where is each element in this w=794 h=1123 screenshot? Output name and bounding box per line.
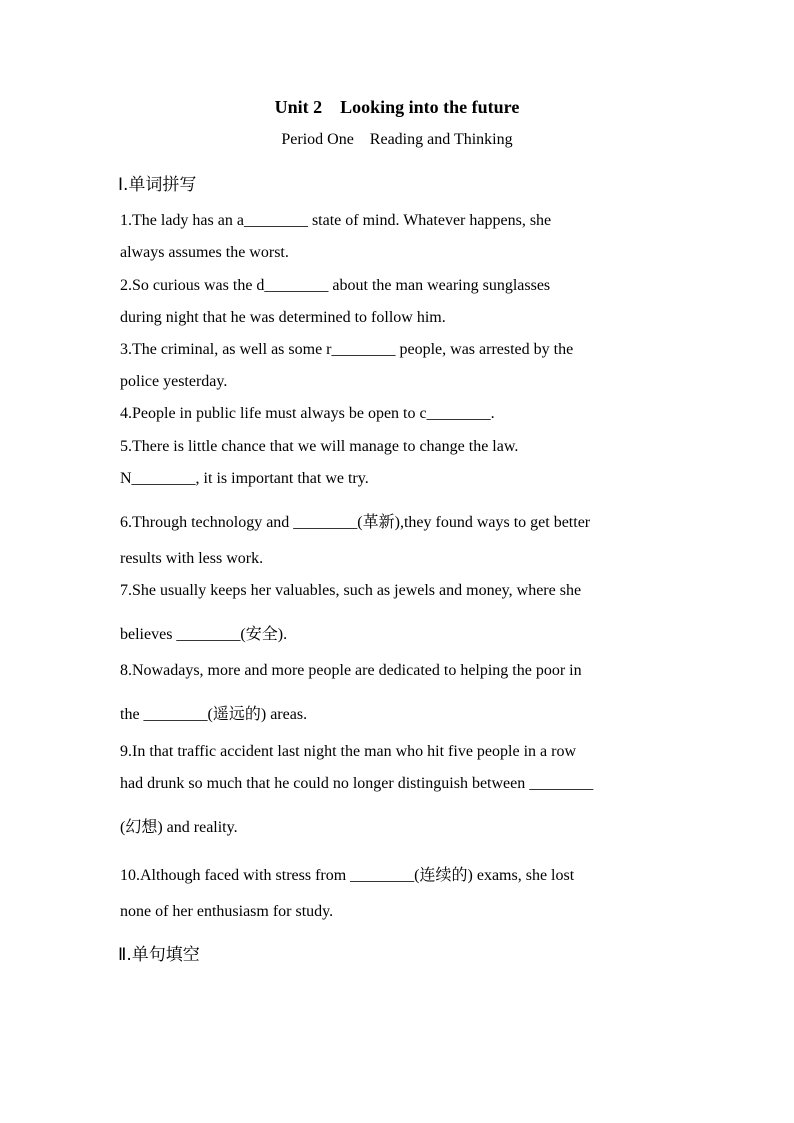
question-7-line-1: 7.She usually keeps her valuables, such as jewels and money, where she bbox=[120, 582, 582, 599]
question-5-line-2: N________, it is important that we try. bbox=[120, 470, 369, 487]
question-1-line-2: always assumes the worst. bbox=[120, 244, 289, 261]
question-9-line-2: had drunk so much that he could no longer distinguish between ________ bbox=[120, 775, 594, 792]
question-7-line-2: believes ________(安全). bbox=[120, 626, 288, 643]
question-10-line-2: none of her enthusiasm for study. bbox=[120, 903, 334, 920]
unit-title: Unit 2 Looking into the future bbox=[274, 97, 520, 117]
question-5-line-1: 5.There is little chance that we will manage to change the law. bbox=[120, 438, 519, 455]
section-heading-sentence-fill: Ⅱ.单句填空 bbox=[118, 945, 200, 965]
question-9-line-3: (幻想) and reality. bbox=[120, 819, 238, 836]
question-9-line-1: 9.In that traffic accident last night the man who hit five people in a row bbox=[120, 743, 577, 760]
period-subtitle: Period One Reading and Thinking bbox=[281, 131, 513, 148]
section-heading-word-spelling: Ⅰ.单词拼写 bbox=[118, 175, 197, 195]
question-1-line-1: 1.The lady has an a________ state of mind. Whatever happens, she bbox=[120, 212, 552, 229]
question-2-line-1: 2.So curious was the d________ about the man wearing sunglasses bbox=[120, 277, 551, 294]
question-2-line-2: during night that he was determined to follow him. bbox=[120, 309, 446, 326]
question-6-line-2: results with less work. bbox=[120, 550, 264, 567]
question-3-line-1: 3.The criminal, as well as some r________ people, was arrested by the bbox=[120, 341, 574, 358]
question-6-line-1: 6.Through technology and ________(革新),they found ways to get better bbox=[120, 514, 591, 531]
question-10-line-1: 10.Although faced with stress from ________(连续的) exams, she lost bbox=[120, 867, 575, 884]
question-4-line-1: 4.People in public life must always be open to c________. bbox=[120, 405, 495, 422]
question-3-line-2: police yesterday. bbox=[120, 373, 228, 390]
question-8-line-1: 8.Nowadays, more and more people are dedicated to helping the poor in bbox=[120, 662, 582, 679]
question-8-line-2: the ________(遥远的) areas. bbox=[120, 706, 308, 723]
